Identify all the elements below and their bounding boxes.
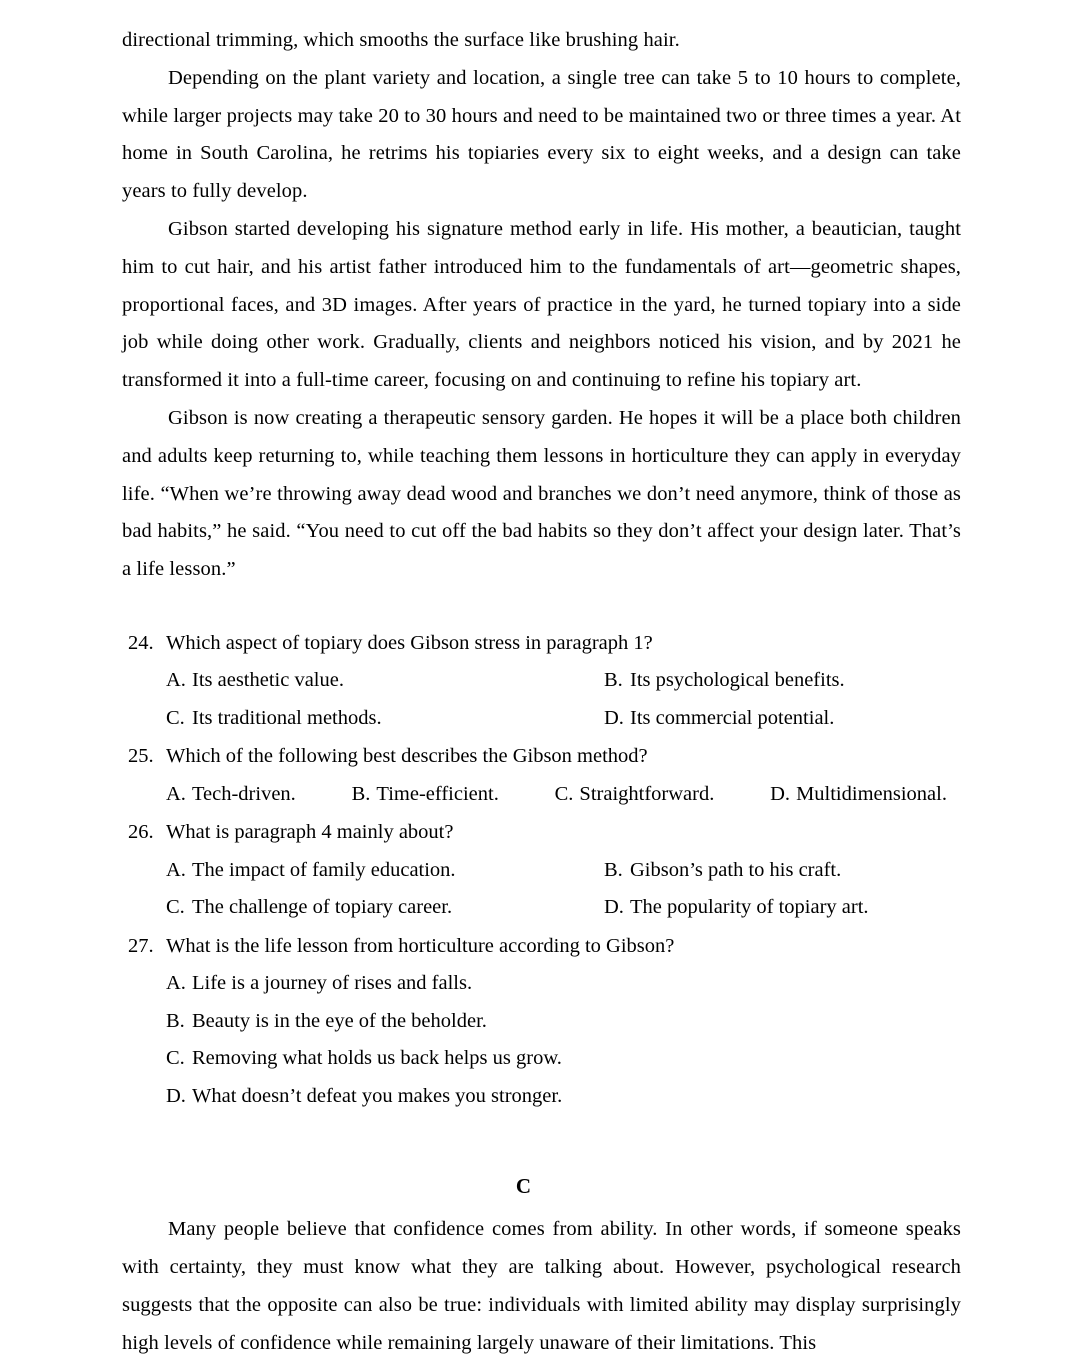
question-stem — [122, 625, 961, 663]
p-confidence: Many people believe that confidence comes from ability. In other words, if someone speaks with certainty, they must know what they are talking about. However, psychological research suggests that the opposite can also be true: individuals with limited ability may display surprisingly high levels of confidence while remaining largely unaware of their limitations. This — [122, 1218, 961, 1354]
option-b[interactable] — [604, 662, 961, 700]
question-text: Which aspect of topiary does Gibson stress in paragraph 1? — [166, 631, 653, 654]
option-text: Its commercial potential. — [630, 706, 835, 729]
section-mark-c: C — [515, 1174, 532, 1199]
option-text: Its psychological benefits. — [630, 669, 845, 692]
option-text: Its traditional methods. — [192, 706, 382, 729]
option-label: A. — [166, 782, 186, 805]
question-number: 24. — [128, 631, 154, 654]
option-text: Tech-driven. — [191, 782, 296, 805]
option-a[interactable] — [166, 662, 604, 700]
option-label: A. — [166, 972, 186, 995]
question-text: What is the life lesson from horticulture according to Gibson? — [166, 934, 675, 957]
question-24 — [122, 625, 961, 738]
option-a[interactable] — [166, 852, 604, 890]
question-number: 25. — [128, 745, 154, 768]
option-text: The popularity of topiary art. — [630, 896, 869, 919]
p-origins: Gibson started developing his signature method early in life. His mother, a beautician, taught him to cut hair, and his artist father introduced him to the fundamentals of art—geometric shapes, proportional faces, and 3D images. After years of practice in the yard, he turned topiary into a side job while doing other work. Gradually, clients and neighbors noticed his vision, and by 2021 he transformed it into a full-time career, focusing on and continuing to refine his topiary art. — [122, 217, 961, 392]
option-a[interactable] — [166, 965, 961, 1003]
option-group — [122, 776, 961, 814]
question-stem — [122, 814, 961, 852]
option-c[interactable] — [166, 700, 604, 738]
option-label: D. — [770, 782, 791, 805]
option-label: B. — [351, 782, 371, 805]
question-stem — [122, 738, 961, 776]
question-text: Which of the following best describes the Gibson method? — [166, 745, 648, 768]
option-label: C. — [166, 706, 185, 729]
option-b[interactable] — [352, 776, 499, 814]
p-duration: Depending on the plant variety and location, a single tree can take 5 to 10 hours to complete, while larger projects may take 20 to 30 hours and need to be maintained two or three times a year. At home in South Carolina, he retrims his topiaries every six to eight weeks, and a design can take years to fully develop. — [122, 66, 961, 203]
option-text: Beauty is in the eye of the beholder. — [192, 1009, 487, 1032]
option-group — [122, 852, 961, 927]
option-label: C. — [166, 896, 185, 919]
option-d[interactable] — [770, 776, 947, 814]
question-27 — [122, 928, 961, 1116]
p-sensory-garden: Gibson is now creating a therapeutic sensory garden. He hopes it will be a place both children and adults keep returning to, while teaching them lessons in horticulture they can apply in everyday life. “When we’re throwing away dead wood and branches we don’t need anymore, think of those as bad habits,” he said. “You need to cut off the bad habits so they don’t affect your design later. That’s a life lesson.” — [122, 406, 961, 581]
option-text: Its aesthetic value. — [192, 669, 344, 692]
option-label: B. — [604, 858, 623, 881]
option-label: D. — [166, 1084, 186, 1107]
option-c[interactable] — [166, 1040, 961, 1078]
option-text: What doesn’t defeat you makes you stronger. — [192, 1084, 563, 1107]
option-text: Multidimensional. — [796, 782, 947, 805]
question-25 — [122, 738, 961, 813]
option-group — [122, 965, 961, 1115]
section-c-body — [122, 1211, 961, 1362]
option-label: D. — [604, 706, 624, 729]
option-label: A. — [166, 858, 186, 881]
option-c[interactable] — [555, 776, 715, 814]
option-label: A. — [166, 669, 186, 692]
option-label: B. — [166, 1009, 185, 1032]
option-text: Removing what holds us back helps us grow. — [192, 1047, 562, 1070]
option-text: The challenge of topiary career. — [192, 896, 453, 919]
option-d[interactable] — [604, 700, 961, 738]
reading-passage-body — [122, 22, 961, 589]
option-text: Time-efficient. — [376, 782, 499, 805]
question-number: 26. — [128, 821, 154, 844]
question-stem — [122, 928, 961, 966]
option-group — [122, 662, 961, 737]
option-text: The impact of family education. — [192, 858, 456, 881]
question-list — [122, 625, 961, 1116]
option-d[interactable] — [166, 1078, 961, 1116]
p-continued: directional trimming, which smooths the surface like brushing hair. — [122, 29, 680, 51]
option-text: Gibson’s path to his craft. — [630, 858, 842, 881]
option-b[interactable] — [604, 852, 961, 890]
option-label: C. — [166, 1047, 185, 1070]
option-b[interactable] — [166, 1003, 961, 1041]
option-text: Straightforward. — [579, 782, 715, 805]
question-text: What is paragraph 4 mainly about? — [166, 821, 454, 844]
question-number: 27. — [128, 934, 154, 957]
option-label: C. — [554, 782, 574, 805]
option-label: D. — [604, 896, 624, 919]
option-d[interactable] — [604, 889, 961, 927]
question-26 — [122, 814, 961, 927]
option-label: B. — [604, 669, 623, 692]
page-content — [122, 22, 961, 1363]
option-c[interactable] — [166, 889, 604, 927]
option-text: Life is a journey of rises and falls. — [192, 972, 473, 995]
option-a[interactable] — [166, 776, 296, 814]
